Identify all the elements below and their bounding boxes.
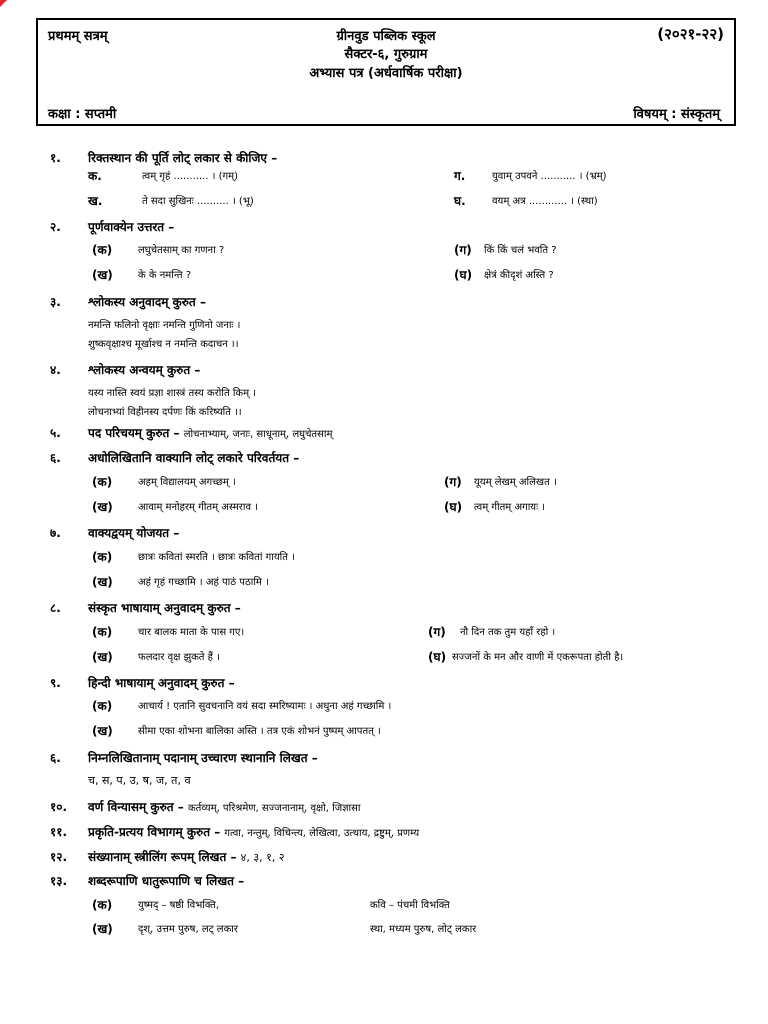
school-name: ग्रीनवुड पब्लिक स्कूल [336,29,436,44]
item-label: (घ) [444,500,463,514]
question-title: अधोलिखितानि वाक्यानि लोट् लकारे परिवर्तयत – [88,451,300,465]
item-label: (घ) [454,268,473,282]
question-number: ४. [50,363,61,377]
item-text: त्वम् गृहं ........... । (गम्) [142,171,239,182]
question-title [88,798,360,815]
verse-line: शुष्कवृक्षाश्च मूर्खाश्च न नमन्ति कदाचन ।। [88,339,239,350]
question-number: १०. [50,800,68,814]
item-label: (ख) [92,500,113,514]
item-text: चार बालक माता के पास गए। [138,627,245,638]
item-label: (क) [92,699,113,713]
item-label: (ग) [454,243,472,257]
verse-line: नमन्ति फलिनो वृक्षाः नमन्ति गुणिनो जनाः । [88,320,241,331]
question-title-text: प्रकृति-प्रत्यय विभागम् कुरुत – [88,825,221,839]
question-inline-terms: गत्वा, नन्तुम्, विचिन्त्य, लेखित्वा, उत्थाय, द्रष्टुम्, प्रणम्य [224,828,420,839]
question-number: ५. [50,426,61,440]
item-text: युष्मद् – षष्ठी विभक्ति, [138,900,220,911]
item-text: ते सदा सुखिनः .......... । (भू) [142,196,254,207]
question-title: रिक्तस्थान की पूर्ति लोट् लकार से कीजिए – [88,151,278,165]
verse-line: यस्य नास्ति स्वयं प्रज्ञा शास्त्रं तस्य करोति किम् । [88,388,257,399]
item-label: (क) [92,475,113,489]
question-number: ७. [50,526,61,540]
item-text: युवाम् उपवने ........... । (भ्रम्) [492,171,607,182]
item-label: (ख) [92,268,113,282]
question-number: ६. [50,751,61,765]
academic-year: (२०२१-२२) [657,25,724,43]
item-text: क्षेत्रं कीदृशं अस्ति ? [484,270,554,281]
item-text: स्था, मध्यम पुरुष, लोट् लकार [370,924,477,935]
item-text: लघुचेतसाम् का गणना ? [138,245,225,256]
question-title: निम्नलिखितानाम् पदानाम् उच्चारण स्थानानि लिखत – [88,751,318,765]
header-box [36,18,736,126]
item-label: (ख) [92,575,113,589]
item-text: आचार्य ! एतानि सुवचनानि वयं सदा स्मरिष्यामः । अधुना अहं गच्छामि । [138,701,392,712]
question-title: श्लोकस्य अनुवादम् कुरुत – [88,295,206,309]
item-label: (ख) [92,922,113,936]
item-label: (घ) [428,650,447,664]
item-label: (क) [92,550,113,564]
exam-title: अभ्यास पत्र (अर्धवार्षिक परीक्षा) [309,66,463,81]
question-title: हिन्दी भाषायाम् अनुवादम् कुरुत – [88,676,235,690]
item-text: कवि – पंचमी विभक्ति [370,900,450,911]
question-title: वाक्यद्वयम् योजयत – [88,526,180,540]
item-label: (क) [92,898,113,912]
question-title: श्लोकस्य अन्वयम् कुरुत – [88,363,201,377]
item-text: वयम् अत्र ............ । (स्था) [492,196,598,207]
item-label: (क) [92,243,113,257]
item-label: घ. [454,194,466,208]
question-number: ११. [50,825,68,839]
item-text: अहम् विद्यालयम् अगच्छम् । [138,477,236,488]
session-label: प्रथमम् सत्रम् [48,29,108,44]
question-title-text: पद परिचयम् कुरुत – [88,426,180,440]
question-number: १. [50,151,61,165]
question-number: १३. [50,874,68,888]
question-inline-terms: ४, ३, १, २ [240,851,285,864]
item-text: सज्जनों के मन और वाणी में एकरूपता होती है। [452,652,624,663]
question-number: ३. [50,295,61,309]
item-text: आवाम् मनोहरम् गीतम् अस्मराव । [138,502,259,513]
item-text: दृश्, उत्तम पुरुष, लट् लकार [138,924,238,935]
item-label: (ख) [92,724,113,738]
question-title [88,848,285,865]
item-label: ख. [88,194,103,208]
subject-label: विषयम् : संस्कृतम् [633,107,720,122]
question-number: २. [50,220,61,234]
question-title: संस्कृत भाषायाम् अनुवादम् कुरुत – [88,601,241,615]
letter-list: च, स, प, उ, ष, ज, त, व [88,774,191,787]
question-title [88,424,332,441]
verse-line: लोचनाभ्यां विहीनस्य दर्पणः किं करिष्यति ।। [88,407,242,418]
item-text: के के नमन्ति ? [138,270,192,281]
item-label: (ग) [428,625,446,639]
question-inline-terms: कर्तव्यम्, परिश्रमेण, सज्जनानाम्, वृक्षो, जिज्ञासा [187,803,361,814]
item-text: छात्रः कवितां स्मरति । छात्रः कवितां गायति । [138,552,295,563]
class-label: कक्षा : सप्तमी [48,107,117,122]
item-label: (क) [92,625,113,639]
item-text: सीमा एका शोभना बालिका अस्ति । तत्र एकं शोभनं पुष्पम् आपतत् । [138,726,381,737]
item-label: (ख) [92,650,113,664]
item-label: क. [88,169,102,183]
question-title [88,823,419,840]
question-title: शब्दरूपाणि धातुरूपाणि च लिखत – [88,874,245,888]
question-number: १२. [50,850,68,864]
question-title: पूर्णवाक्येन उत्तरत – [88,220,175,234]
question-number: ८. [50,601,61,615]
item-text: अहं गृहं गच्छामि । अहं पाठं पठामि । [138,577,269,588]
question-number: ६. [50,451,61,465]
item-text: किं किं चलं भवति ? [484,245,557,256]
question-title-text: संख्यानाम् स्त्रीलिंग रूपम् लिखत – [88,850,237,864]
question-title-text: वर्ण विन्यासम् कुरुत – [88,800,184,814]
item-label: ग. [454,169,466,183]
item-text: यूयम् लेखम् अलिखत । [474,477,557,488]
school-address: सैक्टर-६, गुरुग्राम [344,47,428,62]
item-label: (ग) [444,475,462,489]
item-text: त्वम् गीतम् अगायः । [474,502,546,513]
corner-mark [0,0,7,7]
question-number: ९. [50,676,61,690]
item-text: फलदार वृक्ष झुकते हैं । [138,652,220,663]
item-text: नौ दिन तक तुम यहाँ रहो । [460,627,556,638]
question-inline-terms: लोचनाभ्याम्, जनाः, साधूनाम्, लघुचेतसाम् [183,429,333,440]
